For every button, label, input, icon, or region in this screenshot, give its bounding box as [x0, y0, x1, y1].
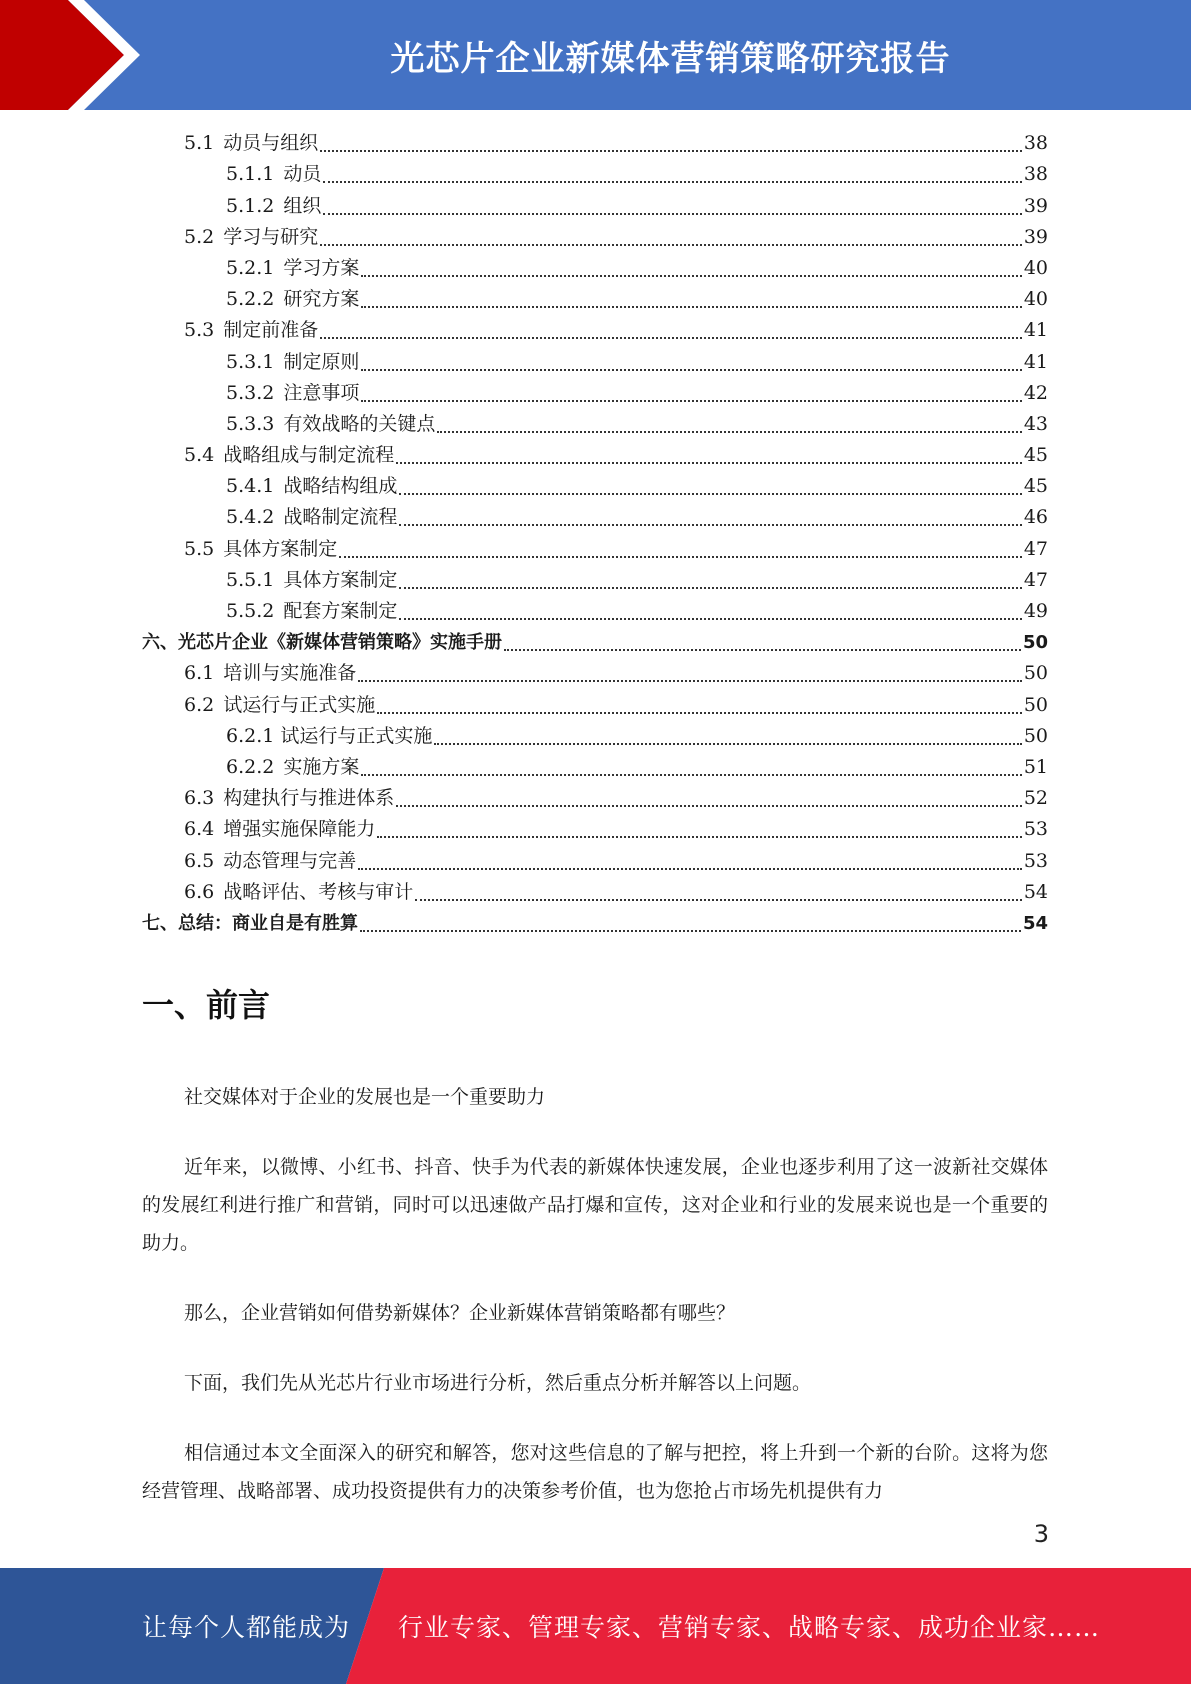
toc-entry[interactable]: [142, 689, 1048, 720]
toc-page-number: 53: [1023, 818, 1048, 841]
toc-dot-leader: [361, 275, 1021, 277]
toc-entry-label: [226, 191, 321, 222]
toc-page-number: 51: [1023, 755, 1048, 778]
toc-entry-text: 战略评估、考核与审计: [223, 880, 414, 903]
toc-entry[interactable]: [142, 471, 1048, 502]
red-chevron-graphic: [0, 0, 150, 110]
toc-dot-leader: [504, 649, 1021, 651]
toc-dot-leader: [399, 618, 1021, 620]
toc-entry-label: [226, 378, 359, 409]
toc-entry-text: 试运行与正式实施: [223, 693, 376, 716]
toc-entry-label: [226, 284, 359, 315]
toc-page-number: 38: [1023, 163, 1048, 186]
toc-entry-text: 增强实施保障能力: [223, 818, 376, 841]
toc-entry[interactable]: [142, 378, 1048, 409]
toc-entry-text: 七、总结：商业自是有胜算: [142, 912, 358, 934]
toc-dot-leader: [361, 400, 1021, 402]
toc-entry-label: [184, 222, 318, 253]
toc-entry-text: 培训与实施准备: [223, 662, 357, 685]
toc-entry-label: [142, 627, 502, 658]
toc-page-number: 50: [1023, 693, 1048, 716]
toc-entry-label: [226, 471, 397, 502]
toc-entry-label: [226, 721, 432, 752]
toc-page-number: 52: [1023, 787, 1048, 810]
table-of-contents: [142, 128, 1048, 939]
toc-dot-leader: [358, 680, 1022, 682]
toc-entry-number: 5.3.2: [226, 381, 275, 404]
section-heading: 一、前言: [142, 986, 271, 1024]
footer-slogan-left: 让每个人都能成为: [142, 1613, 351, 1642]
toc-entry[interactable]: [142, 346, 1048, 377]
toc-entry-label: [184, 440, 394, 471]
toc-dot-leader: [339, 556, 1022, 558]
toc-entry-label: [226, 159, 321, 190]
paragraph: 相信通过本文全面深入的研究和解答，您对这些信息的了解与把控，将上升到一个新的台阶。这将为您经营管理、战略部署、成功投资提供有力的决策参考价值，也为您抢占市场先机提供有力: [142, 1442, 1048, 1502]
toc-entry[interactable]: [142, 253, 1048, 284]
toc-entry-label: [184, 690, 375, 721]
toc-page-number: 41: [1023, 319, 1048, 342]
toc-entry-number: 6.4: [184, 818, 215, 841]
toc-entry-label: [184, 534, 337, 565]
toc-entry-label: [184, 814, 375, 845]
paragraph: 那么，企业营销如何借势新媒体？企业新媒体营销策略都有哪些？: [184, 1302, 736, 1324]
toc-entry-text: 动员: [283, 163, 322, 186]
toc-entry[interactable]: [142, 565, 1048, 596]
paragraph: 下面，我们先从光芯片行业市场进行分析，然后重点分析并解答以上问题。: [184, 1372, 812, 1394]
toc-dot-leader: [377, 836, 1022, 838]
toc-entry-text: 有效战略的关键点: [283, 412, 436, 435]
toc-entry-text: 具体方案制定: [223, 537, 338, 560]
toc-entry-text: 实施方案: [283, 755, 360, 778]
toc-dot-leader: [358, 868, 1022, 870]
toc-entry[interactable]: [142, 845, 1048, 876]
toc-page-number: 43: [1023, 412, 1048, 435]
toc-entry-number: 5.5: [184, 537, 215, 560]
toc-page-number: 50: [1023, 662, 1048, 685]
toc-page-number: 41: [1023, 350, 1048, 373]
toc-dot-leader: [361, 774, 1021, 776]
toc-entry-number: 5.1.1: [226, 163, 275, 186]
toc-entry-number: 5.4.1: [226, 475, 275, 498]
toc-entry-number: 6.6: [184, 880, 215, 903]
toc-entry-label: [226, 565, 397, 596]
toc-dot-leader: [323, 213, 1021, 215]
toc-entry-number: 6.5: [184, 849, 215, 872]
toc-dot-leader: [320, 150, 1022, 152]
toc-entry-label: [226, 409, 435, 440]
footer-slogan-right: 行业专家、管理专家、营销专家、战略专家、成功企业家……: [398, 1613, 1101, 1642]
toc-entry[interactable]: [142, 877, 1048, 908]
toc-entry-label: [184, 658, 356, 689]
toc-entry-label: [184, 877, 413, 908]
toc-dot-leader: [361, 306, 1021, 308]
toc-entry-text: 学习方案: [283, 256, 360, 279]
report-title: 光芯片企业新媒体营销策略研究报告: [390, 38, 951, 79]
toc-entry[interactable]: [142, 190, 1048, 221]
toc-dot-leader: [415, 899, 1022, 901]
toc-entry-label: [184, 128, 318, 159]
toc-dot-leader: [399, 587, 1021, 589]
toc-entry[interactable]: [142, 409, 1048, 440]
toc-entry-number: 5.1: [184, 132, 215, 155]
toc-entry[interactable]: [142, 440, 1048, 471]
toc-entry[interactable]: [142, 721, 1048, 752]
toc-entry-text: 配套方案制定: [283, 600, 398, 622]
toc-entry-text: 学习与研究: [223, 225, 319, 248]
toc-entry-text: 注意事项: [283, 381, 360, 404]
toc-entry-number: 5.3.1: [226, 350, 275, 373]
toc-entry[interactable]: [142, 752, 1048, 783]
toc-entry-number: 5.1.2: [226, 194, 275, 217]
paragraph: 社交媒体对于企业的发展也是一个重要助力: [184, 1086, 546, 1108]
toc-entry[interactable]: [142, 908, 1048, 939]
toc-page-number: 49: [1023, 600, 1048, 622]
toc-entry-number: 5.4.2: [226, 506, 275, 529]
page-number: 3: [1033, 1520, 1049, 1548]
toc-entry-text: 制定原则: [283, 350, 360, 373]
toc-entry-label: [226, 253, 359, 284]
toc-dot-leader: [361, 369, 1021, 371]
toc-dot-leader: [360, 930, 1021, 932]
toc-entry-text: 动员与组织: [223, 132, 319, 155]
toc-entry-text: 具体方案制定: [283, 568, 398, 591]
toc-entry-text: 制定前准备: [223, 319, 319, 342]
footer-banner: [0, 1568, 1191, 1684]
toc-entry-number: 5.3.3: [226, 412, 275, 435]
toc-page-number: 39: [1023, 225, 1048, 248]
toc-entry-text: 动态管理与完善: [223, 849, 357, 872]
toc-entry[interactable]: [142, 627, 1048, 658]
toc-entry-number: 5.2.2: [226, 288, 275, 311]
toc-entry-text: 战略制定流程: [283, 506, 398, 529]
toc-entry-label: [226, 596, 397, 627]
toc-entry[interactable]: [142, 315, 1048, 346]
toc-entry-number: 6.2: [184, 693, 215, 716]
body-text: [142, 1078, 1048, 1542]
toc-entry-label: [142, 908, 358, 939]
toc-entry[interactable]: [142, 814, 1048, 845]
toc-dot-leader: [434, 743, 1021, 745]
toc-entry[interactable]: [142, 533, 1048, 564]
toc-entry-text: 六、光芯片企业《新媒体营销策略》实施手册: [142, 632, 502, 654]
toc-dot-leader: [396, 805, 1022, 807]
toc-entry[interactable]: [142, 783, 1048, 814]
toc-page-number: 47: [1023, 537, 1048, 560]
toc-entry[interactable]: [142, 658, 1048, 689]
toc-entry[interactable]: [142, 502, 1048, 533]
toc-entry-text: 构建执行与推进体系: [223, 787, 395, 810]
toc-page-number: 54: [1022, 912, 1048, 934]
toc-entry-label: [184, 315, 318, 346]
toc-page-number: 46: [1023, 506, 1048, 529]
toc-entry-text: 战略结构组成: [283, 475, 398, 498]
toc-entry-text: 组织: [283, 194, 322, 217]
toc-entry-label: [184, 783, 394, 814]
toc-entry-number: 5.4: [184, 444, 215, 467]
toc-entry-text: 战略组成与制定流程: [223, 444, 395, 467]
toc-page-number: 39: [1023, 194, 1048, 217]
toc-entry-number: 5.5.1: [226, 568, 275, 591]
toc-entry[interactable]: [142, 159, 1048, 190]
toc-entry-number: 6.2.2: [226, 755, 275, 778]
toc-entry[interactable]: [142, 284, 1048, 315]
toc-entry-text: 研究方案: [283, 288, 360, 311]
toc-entry-label: [226, 502, 397, 533]
toc-page-number: 47: [1023, 568, 1048, 591]
header-banner: [0, 0, 1191, 110]
toc-entry-label: [226, 752, 359, 783]
toc-dot-leader: [399, 524, 1021, 526]
toc-page-number: 50: [1023, 724, 1048, 747]
toc-page-number: 50: [1022, 632, 1048, 654]
toc-page-number: 38: [1023, 132, 1048, 155]
toc-entry-number: 6.3: [184, 787, 215, 810]
toc-page-number: 45: [1023, 475, 1048, 498]
toc-dot-leader: [377, 712, 1022, 714]
toc-entry-label: [226, 347, 359, 378]
toc-dot-leader: [399, 493, 1021, 495]
toc-dot-leader: [320, 337, 1022, 339]
toc-dot-leader: [323, 181, 1021, 183]
toc-page-number: 54: [1023, 880, 1048, 903]
toc-page-number: 45: [1023, 444, 1048, 467]
toc-entry[interactable]: [142, 596, 1048, 627]
toc-entry-number: 5.2: [184, 225, 215, 248]
toc-entry-number: 5.3: [184, 319, 215, 342]
toc-entry-number: 5.2.1: [226, 256, 275, 279]
toc-page-number: 40: [1023, 288, 1048, 311]
toc-entry-number: 5.5.2: [226, 600, 275, 622]
toc-page-number: 53: [1023, 849, 1048, 872]
toc-entry-label: [184, 846, 356, 877]
toc-entry[interactable]: [142, 222, 1048, 253]
toc-entry-number: 6.1: [184, 662, 215, 685]
toc-page-number: 42: [1023, 381, 1048, 404]
toc-page-number: 40: [1023, 256, 1048, 279]
toc-dot-leader: [437, 431, 1021, 433]
toc-entry[interactable]: [142, 128, 1048, 159]
toc-dot-leader: [396, 462, 1022, 464]
toc-dot-leader: [320, 244, 1022, 246]
toc-entry-text: 6.2.1 试运行与正式实施: [226, 724, 433, 747]
paragraph: 近年来，以微博、小红书、抖音、快手为代表的新媒体快速发展，企业也逐步利用了这一波新社交媒体的发展红利进行推广和营销，同时可以迅速做产品打爆和宣传，这对企业和行业的发展来说也是一个重要的助力。: [142, 1156, 1048, 1254]
